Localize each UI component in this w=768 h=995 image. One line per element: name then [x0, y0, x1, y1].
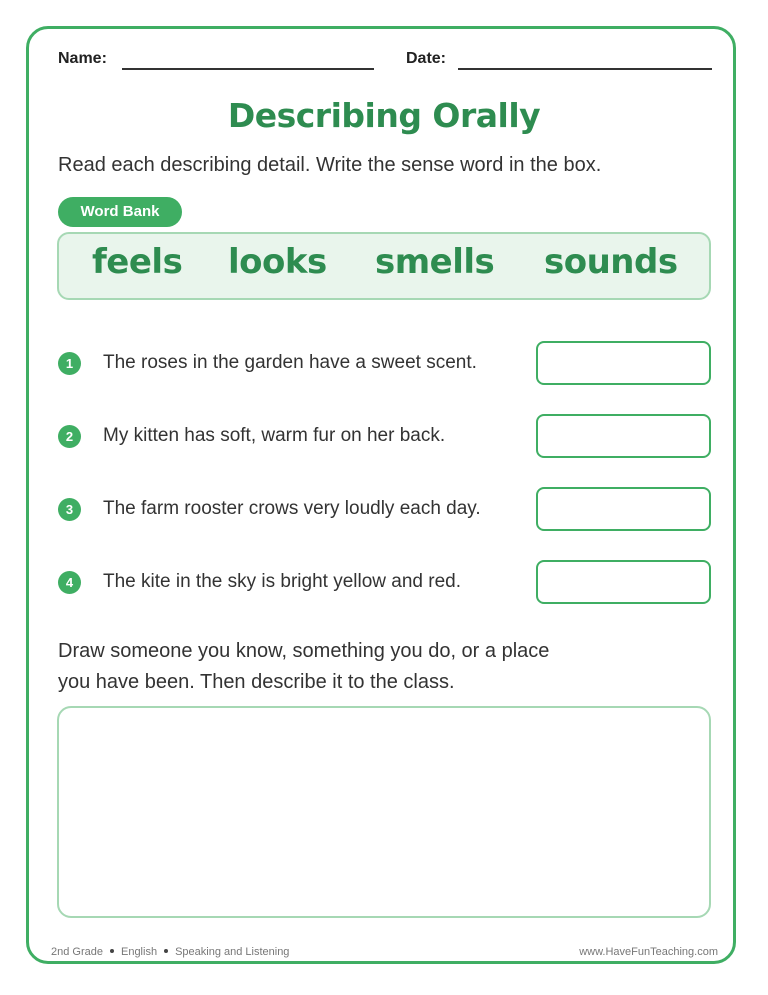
word-bank-label: Word Bank — [58, 197, 182, 227]
name-label: Name: — [58, 50, 107, 67]
date-label: Date: — [406, 50, 447, 67]
footer-website: www.HaveFunTeaching.com — [579, 946, 718, 958]
name-field[interactable] — [122, 68, 374, 70]
question-number-badge: 4 — [58, 571, 81, 594]
word-bank-word: looks — [228, 242, 327, 282]
question-number-badge: 2 — [58, 425, 81, 448]
word-bank-box — [57, 232, 711, 300]
word-bank-word: sounds — [544, 242, 678, 282]
footer-info — [51, 946, 289, 958]
bullet-dot-icon — [110, 949, 114, 953]
date-field[interactable] — [458, 68, 712, 70]
answer-box[interactable] — [536, 487, 711, 531]
question-item — [58, 560, 712, 604]
question-text: My kitten has soft, warm fur on her back. — [103, 425, 446, 446]
footer-subject: English — [120, 946, 158, 958]
question-number-badge: 1 — [58, 352, 81, 375]
question-item — [58, 341, 712, 385]
question-item — [58, 414, 712, 458]
page-title: Describing Orally — [227, 96, 541, 135]
drawing-area[interactable] — [57, 706, 711, 918]
answer-box[interactable] — [536, 560, 711, 604]
question-text: The roses in the garden have a sweet scent. — [103, 352, 477, 373]
bullet-dot-icon — [164, 949, 168, 953]
name-date-row — [58, 48, 712, 72]
answer-box[interactable] — [536, 414, 711, 458]
word-bank-word: smells — [375, 242, 495, 282]
footer-topic: Speaking and Listening — [175, 946, 290, 958]
question-text: The farm rooster crows very loudly each day. — [103, 498, 481, 519]
draw-prompt: Draw someone you know, something you do, or a place you have been. Then describe it to the class. — [58, 640, 550, 693]
question-text: The kite in the sky is bright yellow and red. — [103, 571, 462, 592]
word-bank-word: feels — [92, 242, 183, 282]
footer-grade: 2nd Grade — [51, 946, 103, 958]
question-item — [58, 487, 712, 531]
question-number-badge: 3 — [58, 498, 81, 521]
answer-box[interactable] — [536, 341, 711, 385]
instructions: Read each describing detail. Write the sense word in the box. — [58, 154, 602, 176]
